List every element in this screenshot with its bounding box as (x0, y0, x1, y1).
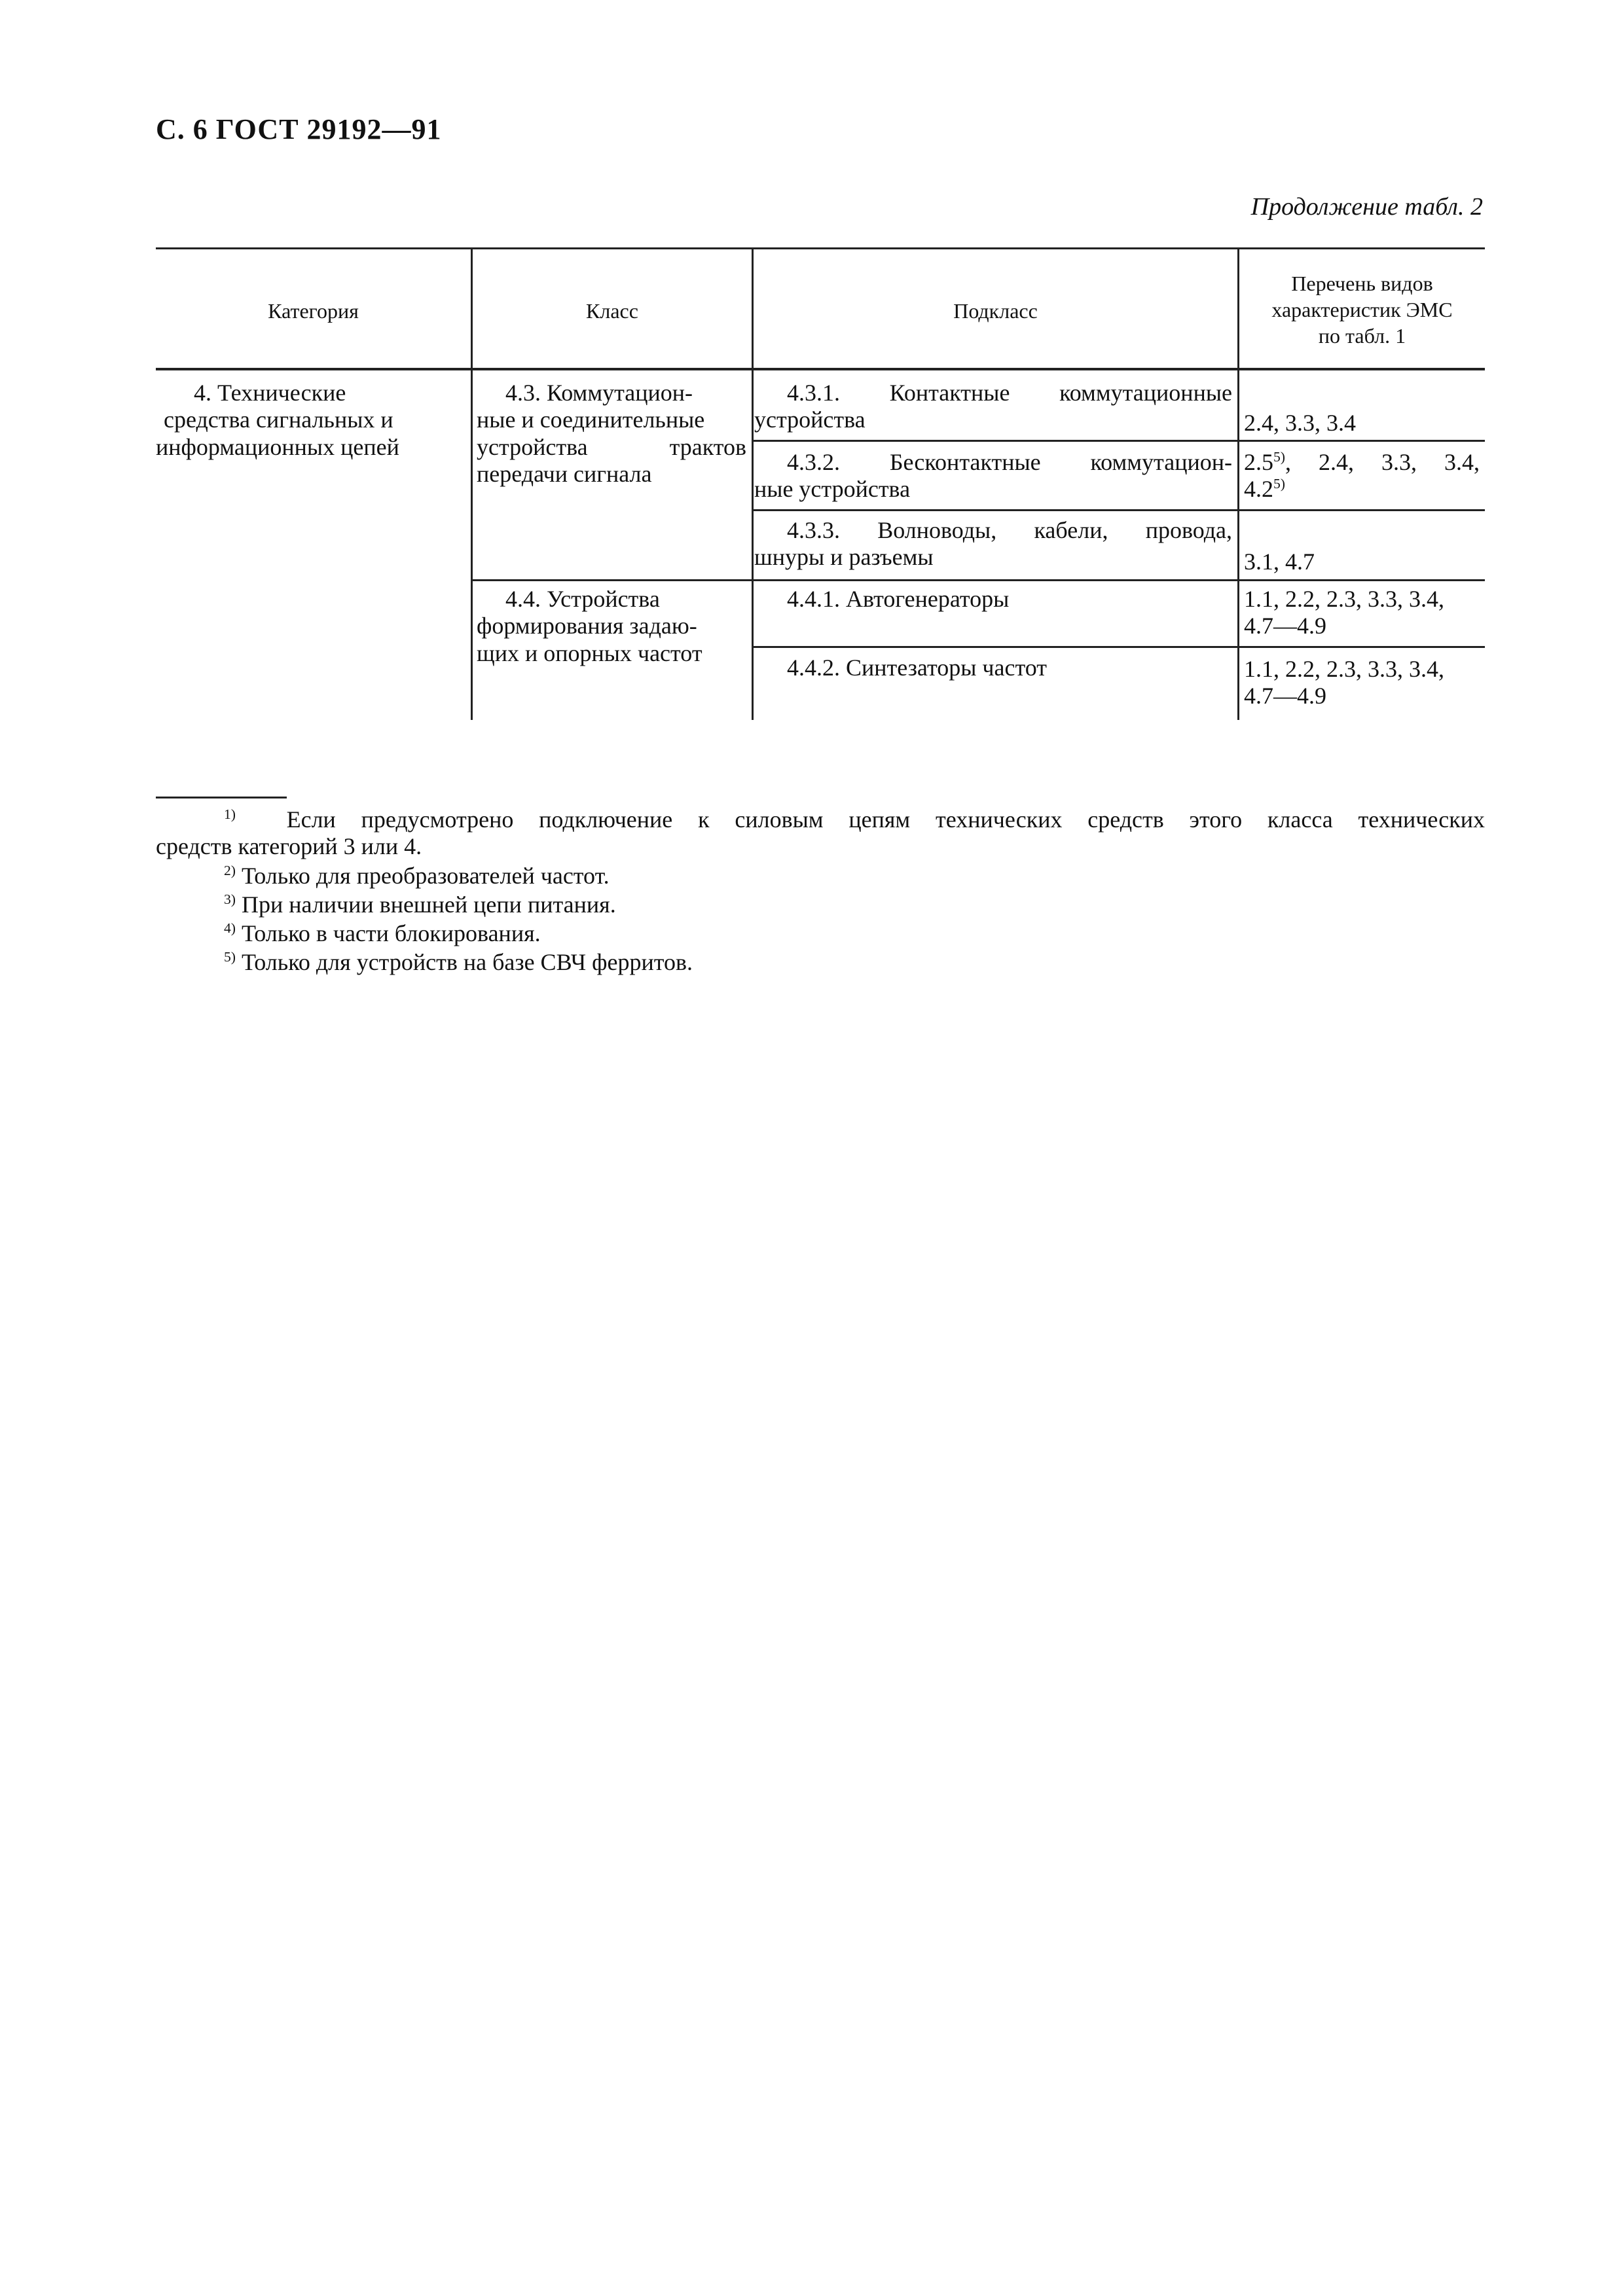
class-line: 4.3. Коммутацион- (505, 380, 693, 406)
category-cell (156, 380, 464, 461)
footnote (224, 949, 693, 976)
subclass-cell (754, 586, 1232, 613)
ems-line (1244, 449, 1480, 476)
ems-line: 1.1, 2.2, 2.3, 3.3, 3.4, (1244, 586, 1444, 612)
row-divider (752, 646, 1485, 648)
footnote-text: Только для устройств на базе СВЧ ферритов. (242, 949, 693, 975)
class-cell-4-3 (477, 380, 746, 488)
subclass-line: ные устройства (754, 476, 911, 503)
subclass-cell (754, 449, 1232, 503)
footnote (224, 920, 541, 947)
table-header-rule (156, 368, 1485, 370)
subclass-cell (754, 517, 1232, 571)
subclass-line: устройства (754, 406, 866, 433)
footnote-ref: 5) (1273, 449, 1285, 465)
class-line-part: трактов (669, 433, 746, 460)
ems-cell (1244, 656, 1480, 710)
footnote-ref: 5) (1273, 476, 1285, 492)
class-line: формирования задаю- (477, 613, 697, 639)
ems-line: 4.7—4.9 (1244, 613, 1326, 639)
subclass-line: 4.3.2. Бесконтактные коммутацион- (787, 449, 1232, 475)
ems-value: 4.2 (1244, 476, 1273, 503)
footnote-text: Если предусмотрено подключение к силовым цепям технических средств этого класса технических (286, 806, 1486, 833)
header-class: Класс (586, 299, 638, 323)
ems-value: , 2.4, 3.3, 3.4, (1285, 449, 1480, 475)
ems-cell (1244, 449, 1480, 503)
footnote-mark: 2) (224, 863, 236, 879)
subclass-cell (754, 380, 1232, 434)
class-line (477, 434, 746, 461)
footnote (224, 863, 610, 889)
class-line-part: устройства (477, 433, 588, 460)
footnote-text: Только для преобразователей частот. (242, 863, 610, 889)
class-cell-4-4 (477, 586, 746, 667)
ems-line (1244, 476, 1480, 503)
page-title: С. 6 ГОСТ 29192—91 (156, 113, 442, 145)
ems-cell (1244, 586, 1480, 640)
class-line: ные и соединительные (477, 406, 705, 433)
class-line: передачи сигнала (477, 461, 652, 488)
header-category: Категория (268, 299, 359, 323)
row-divider (471, 579, 1485, 581)
class-line: щих и опорных частот (477, 639, 702, 666)
footnote-separator (156, 797, 287, 798)
subclass-line: 4.4.2. Синтезаторы частот (787, 655, 1047, 681)
ems-value: 2.5 (1244, 449, 1273, 475)
subclass-line: 4.4.1. Автогенераторы (787, 586, 1010, 612)
subclass-line: 4.3.3. Волноводы, кабели, провода, (787, 517, 1232, 543)
subclass-line: 4.3.1. Контактные коммутационные (787, 380, 1232, 406)
header-subclass: Подкласс (953, 299, 1038, 323)
ems-cell: 3.1, 4.7 (1244, 548, 1315, 575)
footnote-mark: 4) (224, 920, 236, 937)
footnote (156, 806, 1485, 861)
header-ems-line: характеристик ЭМС (1271, 298, 1453, 321)
subclass-cell (754, 655, 1232, 681)
footnote (224, 891, 616, 918)
row-divider (752, 509, 1485, 511)
footnote-text: При наличии внешней цепи питания. (242, 891, 616, 918)
row-divider (752, 440, 1485, 442)
footnote-line: средств категорий 3 или 4. (156, 833, 422, 860)
table-continuation-caption: Продолжение табл. 2 (1250, 193, 1483, 221)
header-ems-line: Перечень видов (1291, 272, 1433, 295)
category-line: информационных цепей (156, 433, 399, 460)
header-ems-list (1239, 270, 1485, 349)
footnote-mark: 5) (224, 949, 236, 965)
subclass-line: шнуры и разъемы (754, 544, 934, 571)
table-top-rule (156, 247, 1485, 249)
category-line: 4. Технические (194, 380, 346, 406)
footnote-mark: 3) (224, 891, 236, 908)
ems-cell: 2.4, 3.3, 3.4 (1244, 410, 1356, 436)
footnote-text: Только в части блокирования. (242, 920, 541, 946)
footnote-line (156, 806, 1485, 833)
category-line: средства сигнальных и (164, 406, 393, 433)
footnote-mark: 1) (224, 806, 236, 823)
ems-line: 4.7—4.9 (1244, 683, 1326, 709)
class-line: 4.4. Устройства (505, 586, 660, 612)
ems-line: 1.1, 2.2, 2.3, 3.3, 3.4, (1244, 656, 1444, 682)
header-ems-line: по табл. 1 (1318, 324, 1406, 348)
